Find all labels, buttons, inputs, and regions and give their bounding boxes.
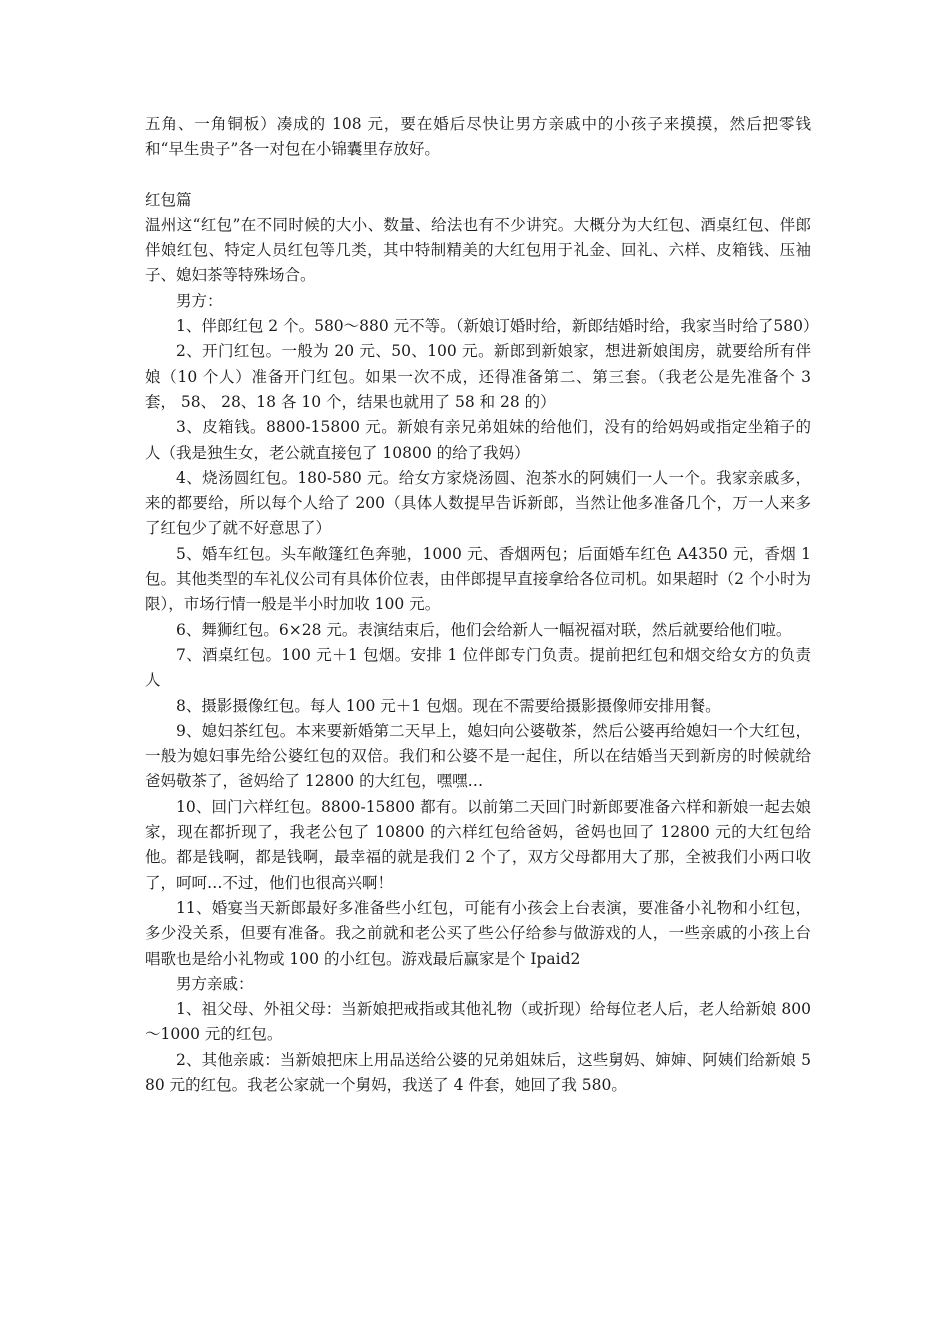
groom-item-8: 8、摄影摄像红包。每人 100 元＋1 包烟。现在不需要给摄影摄像师安排用餐。 xyxy=(176,696,721,715)
section-lead-paragraph: 温州这“红包”在不同时候的大小、数量、给法也有不少讲究。大概分为大红包、酒桌红包、伴郎伴娘红包、特定人员红包等几类，其中特制精美的大红包用于礼金、回礼、六样、皮箱钱、压袖子、媳妇茶等特殊场合。 xyxy=(145,215,811,285)
groom-item-10: 10、回门六样红包。8800-15800 都有。以前第二天回门时新郎要准备六样和新娘一起去娘家，现在都折现了，我老公包了 10800 的六样红包给爸妈，爸妈也回了 12800 元的大红包给他。都是钱啊，都是钱啊，最幸福的就是我们 2 个了，双方父母都用大了那，全被我们小两口收了，呵呵…不过，他们也很高兴啊！ xyxy=(145,797,811,892)
paragraph-gap xyxy=(145,163,811,188)
groom-item-1: 1、伴郎红包 2 个。580～880 元不等。（新娘订婚时给，新郎结婚时给，我家当时给了580） xyxy=(176,317,819,336)
relatives-heading: 男方亲戚： xyxy=(176,974,254,993)
relatives-item-2: 2、其他亲戚：当新娘把床上用品送给公婆的兄弟姐妹后，这些舅妈、婶婶、阿姨们给新娘 580 元的红包。我老公家就一个舅妈，我送了 4 件套，她回了我 580。 xyxy=(145,1050,811,1094)
groom-heading: 男方： xyxy=(176,291,223,310)
groom-item-2: 2、开门红包。一般为 20 元、50、100 元。新郎到新娘家，想进新娘闺房，就要给所有伴娘（10 个人）准备开门红包。如果一次不成，还得准备第二、第三套。（我老公是先准备个 3 套， 58、 28、18 各 10 个，结果也就用了 58 和 28 的） xyxy=(145,342,811,411)
section-title: 红包篇 xyxy=(145,190,192,209)
relatives-item-1: 1、祖父母、外祖父母：当新娘把戒指或其他礼物（或折现）给每位老人后，老人给新娘 800～1000 元的红包。 xyxy=(145,1000,811,1044)
groom-item-6: 6、舞狮红包。6×28 元。表演结束后，他们会给新人一幅祝福对联，然后就要给他们啦。 xyxy=(176,620,792,639)
groom-item-3: 3、皮箱钱。8800-15800 元。新娘有亲兄弟姐妹的给他们，没有的给妈妈或指定坐箱子的人（我是独生女，老公就直接包了 10800 的给了我妈） xyxy=(145,418,811,462)
groom-item-7: 7、酒桌红包。100 元＋1 包烟。安排 1 位伴郎专门负责。提前把红包和烟交给女方的负责人 xyxy=(145,645,811,690)
groom-item-11: 11、婚宴当天新郎最好多准备些小红包，可能有小孩会上台表演，要准备小礼物和小红包，多少没关系，但要有准备。我之前就和老公买了些公仔给参与做游戏的人，一些亲戚的小孩上台唱歌也是给小礼物或 100 的小红包。游戏最后赢家是个 Ipaid2 xyxy=(145,898,811,968)
groom-item-4: 4、烧汤圆红包。180-580 元。给女方家烧汤圆、泡茶水的阿姨们一人一个。我家亲戚多，来的都要给，所以每个人给了 200（具体人数提早告诉新郎，当然让他多准备几个，万一人来多了红包少了就不好意思了） xyxy=(145,468,811,538)
document-page xyxy=(145,112,819,1098)
groom-item-9: 9、媳妇茶红包。本来要新婚第二天早上，媳妇向公婆敬茶，然后公婆再给媳妇一个大红包，一般为媳妇事先给公婆红包的双倍。我们和公婆不是一起住，所以在结婚当天到新房的时候就给爸妈敬茶了，爸妈给了 12800 的大红包，嘿嘿… xyxy=(145,721,811,791)
intro-paragraph: 五角、一角铜板）凑成的 108 元，要在婚后尽快让男方亲戚中的小孩子来摸摸，然后把零钱和“早生贵子”各一对包在小锦囊里存放好。 xyxy=(145,115,811,159)
groom-item-5: 5、婚车红包。头车敞篷红色奔驰，1000 元、香烟两包；后面婚车红色 A4350 元，香烟 1 包。其他类型的车礼仪公司有具体价位表，由伴郎提早直接拿给各位司机。如果超时（2 个小时为限），市场行情一般是半小时加收 100 元。 xyxy=(145,544,811,614)
